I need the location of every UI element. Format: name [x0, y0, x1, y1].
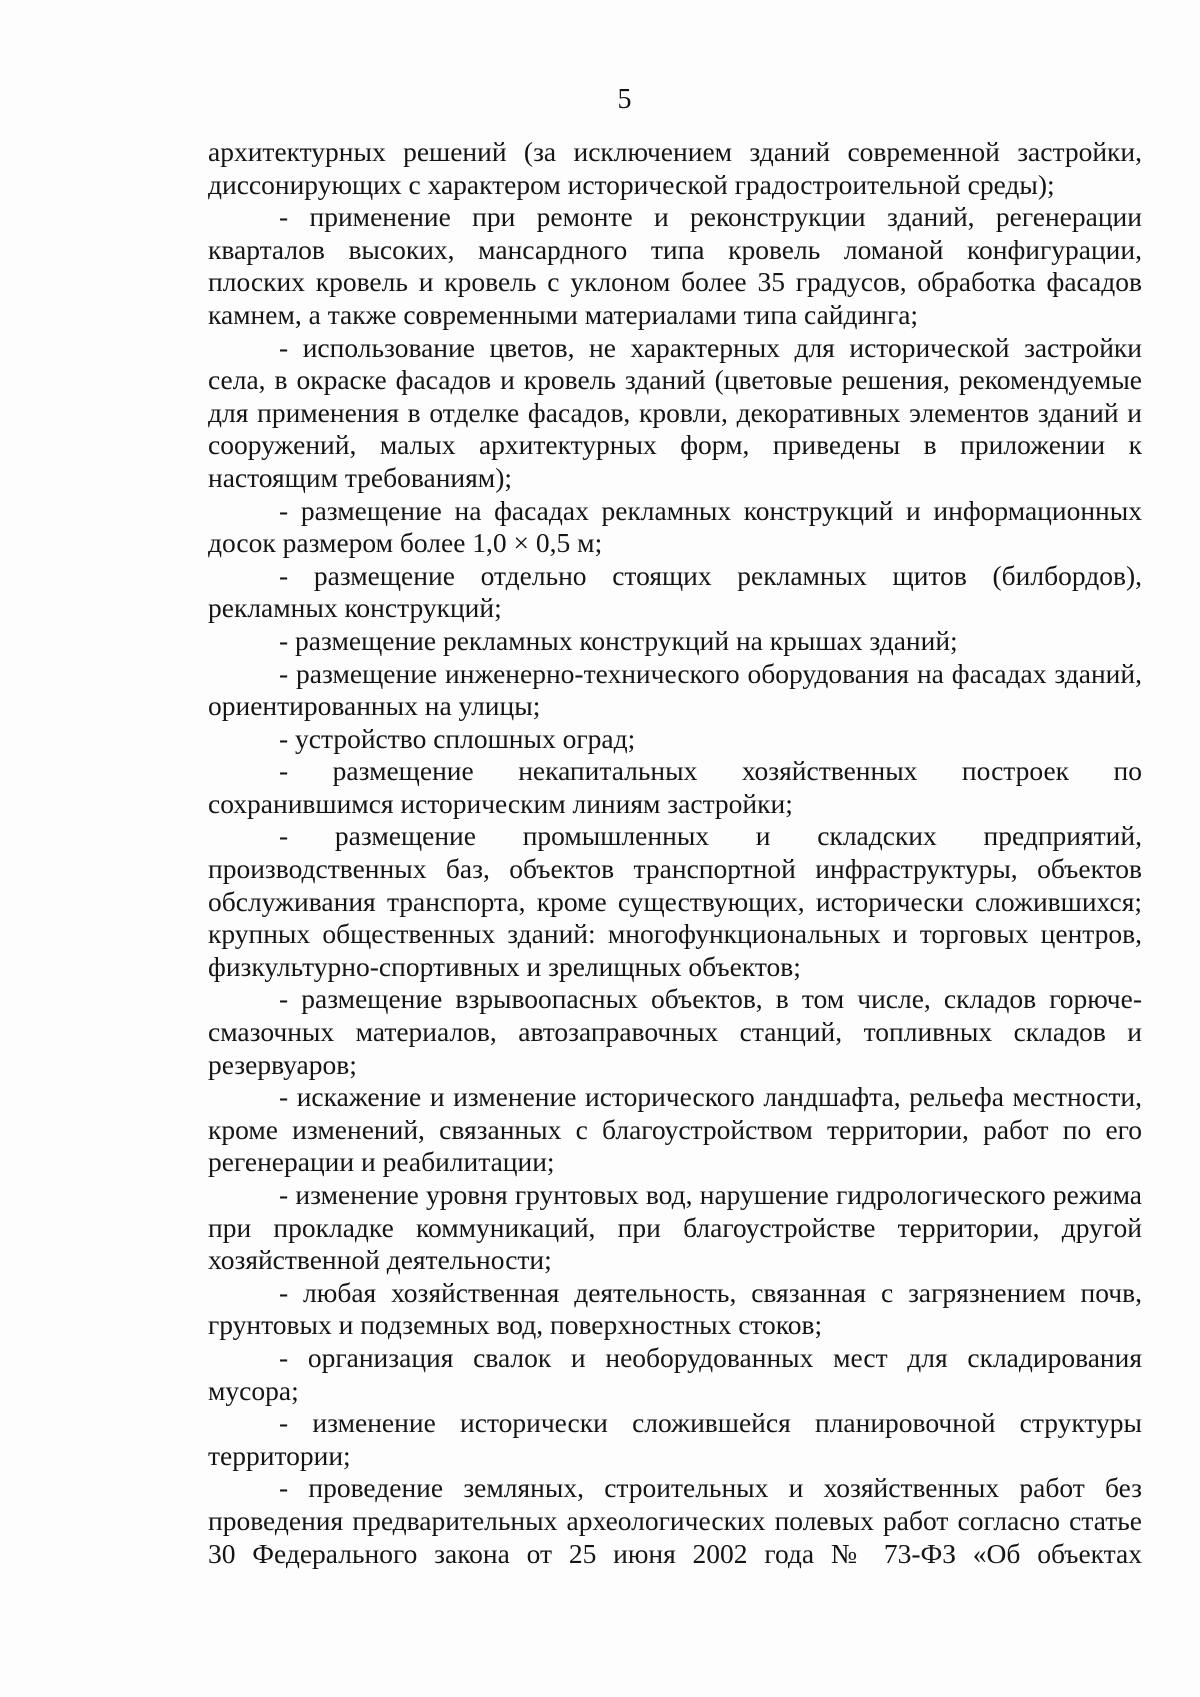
list-item: - размещение инженерно-технического оборудования на фасадах зданий, ориентированных на улицы;	[208, 657, 1142, 722]
list-item: - организация свалок и необорудованных мест для складирования мусора;	[208, 1341, 1142, 1406]
list-item: - размещение отдельно стоящих рекламных щитов (билбордов), рекламных конструкций;	[208, 559, 1142, 624]
list-item: - устройство сплошных оград;	[279, 722, 636, 754]
list-item: - любая хозяйственная деятельность, связанная с загрязнением почв, грунтовых и подземных вод, поверхностных стоков;	[208, 1276, 1142, 1341]
list-item: - размещение рекламных конструкций на крышах зданий;	[279, 624, 958, 656]
page-number: 5	[617, 84, 632, 115]
list-item: - проведение земляных, строительных и хозяйственных работ без проведения предварительных археологических полевых работ согласно статье 30 Федерального закона от 25 июня 2002 года № 73-ФЗ «Об объектах	[208, 1472, 1142, 1569]
list-item: - искажение и изменение исторического ландшафта, рельефа местности, кроме изменений, связанных с благоустройством территории, работ по его регенерации и реабилитации;	[208, 1081, 1142, 1178]
list-item: - изменение исторически сложившейся планировочной структуры территории;	[208, 1407, 1142, 1471]
list-item: - размещение взрывоопасных объектов, в том числе, складов горюче-смазочных материалов, автозаправочных станций, топливных складов и резервуаров;	[208, 983, 1142, 1080]
list-item: - размещение на фасадах рекламных конструкций и информационных досок размером более 1,0 × 0,5 м;	[208, 494, 1142, 559]
list-item: - изменение уровня грунтовых вод, нарушение гидрологического режима при прокладке коммуникаций, при благоустройстве территории, другой хозяйственной деятельности;	[208, 1179, 1142, 1276]
document-body	[208, 136, 1142, 1570]
list-item: - использование цветов, не характерных для исторической застройки села, в окраске фасадов и кровель зданий (цветовые решения, рекомендуемые для применения в отделке фасадов, кровли, декоративных элементов зданий и сооружений, малых архитектурных форм, приведены в приложении к настоящим требованиям);	[208, 331, 1142, 493]
list-item: - размещение промышленных и складских предприятий, производственных баз, объектов транспортной инфраструктуры, объектов обслуживания транспорта, кроме существующих, исторически сложившихся; крупных общественных зданий: многофункциональных и торговых центров, физкультурно-спортивных и зрелищных объектов;	[208, 820, 1142, 982]
list-item: - применение при ремонте и реконструкции зданий, регенерации кварталов высоких, мансардного типа кровель ломаной конфигурации, плоских кровель и кровель с уклоном более 35 градусов, обработка фасадов камнем, а также современными материалами типа сайдинга;	[208, 201, 1142, 330]
list-item: - размещение некапитальных хозяйственных построек по сохранившимся историческим линиям застройки;	[208, 755, 1142, 819]
paragraph-continuation: архитектурных решений (за исключением зданий современной застройки, диссонирующих с характером исторической градостроительной среды);	[208, 136, 1142, 200]
